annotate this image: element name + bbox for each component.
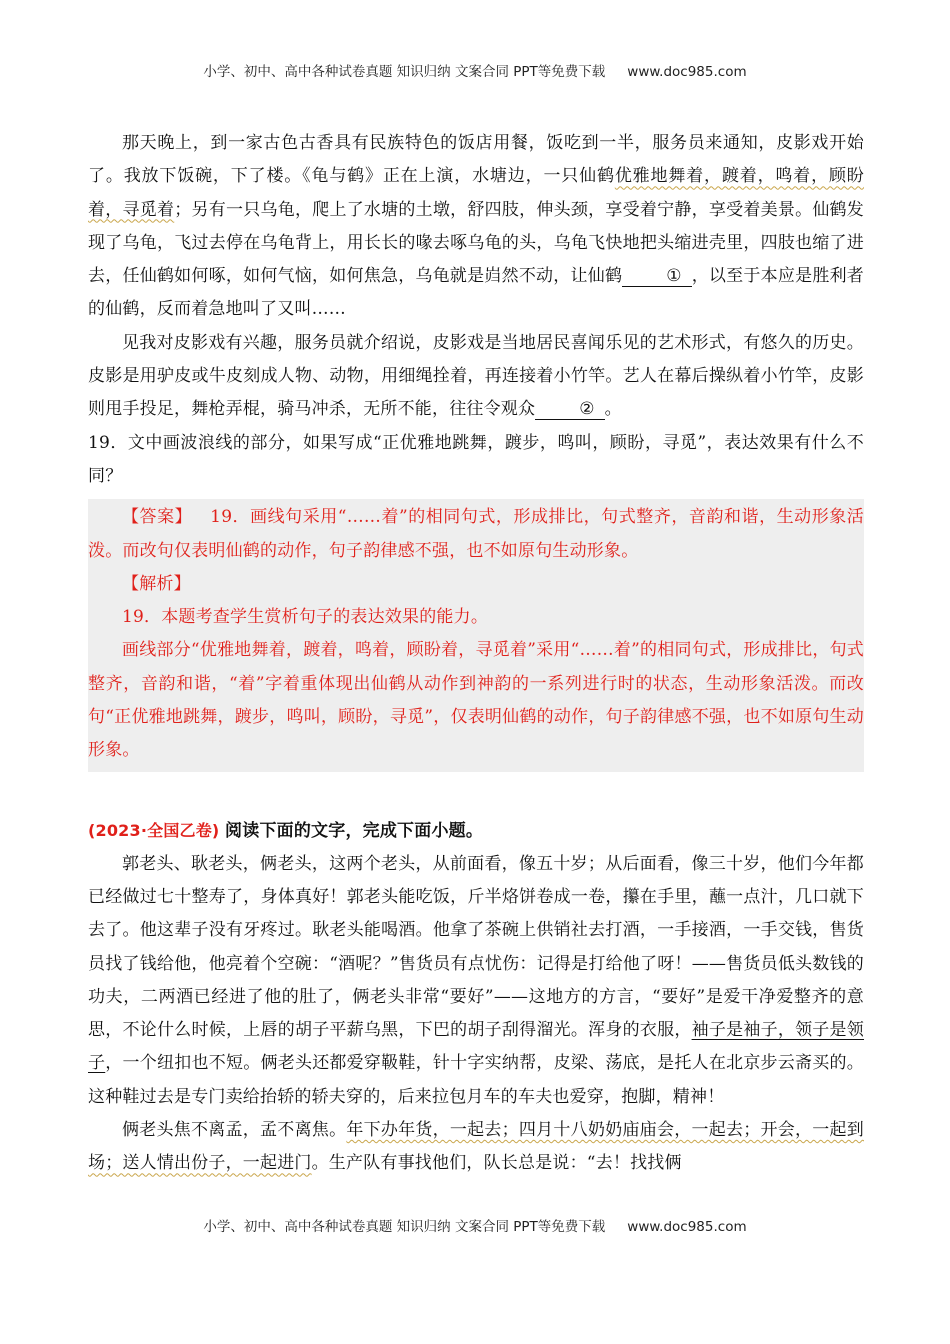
blank-1: ① <box>622 266 691 287</box>
analysis-tag: 【解析】 <box>122 573 191 594</box>
passage2-paragraph2 <box>88 1114 864 1181</box>
header-tagline: 小学、初中、高中各种试卷真题 知识归纳 文案合同 PPT等免费下载 <box>203 64 606 80</box>
passage1-text: 见我对皮影戏有兴趣，服务员就介绍说，皮影戏是当地居民喜闻乐见的艺术形式，有悠久的历史。皮影是用驴皮或牛皮刻成人物、动物，用细绳拴着，再连接着小竹竿。艺人在幕后操纵着小竹竿，皮影则甩手投足，舞枪弄棍，骑马冲杀，无所不能，往往令观众 <box>88 332 864 420</box>
passage1-text: 。 <box>604 399 622 420</box>
passage1-text: 那天晚上，到一家古色古香具有民族特色的饭店用餐，饭吃到一半，服务员来通知，皮影戏开始了。我放下饭碗，下了楼。《龟与鹤》正在上演，水塘边，一只仙鹤 <box>88 133 864 187</box>
passage2-text: 郭老头、耿老头，俩老头，这两个老头，从前面看，像五十岁；从后面看，像三十岁，他们今年都已经做过七十整寿了，身体真好！郭老头能吃饭，斤半烙饼卷成一卷，攥在手里，蘸一点汁，几口就下去了。他这辈子没有牙疼过。耿老头能喝酒。他拿了茶碗上供销社去打酒，一手接酒，一手交钱，售货员找了钱给他，他亮着个空碗：“酒呢？”售货员有点忧伤：记得是打给他了呀！——售货员低头数钱的功夫，二两酒已经进了他的肚了，俩老头非常“要好”——这地方的方言，“要好”是爱干净爱整齐的意思，不论什么时候，上唇的胡子平薪乌黑，下巴的胡子刮得溜光。浑身的衣服， <box>88 853 864 1041</box>
blank-2: ② <box>535 399 604 420</box>
passage2-text: 。生产队有事找他们，队长总是说：“去！找找俩 <box>311 1153 682 1174</box>
passage2-text: ，一个纽扣也不短。俩老头还都爱穿靸鞋，针十字实纳帮，皮梁、荡底，是托人在北京步云斋买的。这种鞋过去是专门卖给抬轿的轿夫穿的，后来拉包月车的车夫也爱穿，抱脚，精神！ <box>88 1053 864 1107</box>
footer-tagline: 小学、初中、高中各种试卷真题 知识归纳 文案合同 PPT等免费下载 <box>203 1219 606 1235</box>
section2-instruction: 阅读下面的文字，完成下面小题。 <box>225 820 484 841</box>
passage1-text: ；另有一只乌龟，爬上了水塘的土墩，舒四肢，伸头颈，享受着宁静，享受着美景。仙鹤发现了乌龟，飞过去停在乌龟背上，用长长的喙去啄乌龟的头，乌龟飞快地把头缩进壳里，四肢也缩了进去，任仙鹤如何啄，如何气恼，如何焦急，乌龟就是岿然不动，让仙鹤 <box>88 199 865 287</box>
wavy-underlined-sentence: 优雅地舞着，踱着，鸣着，顾盼着，寻觅着 <box>88 166 864 220</box>
passage2-text: 俩老头焦不离孟，孟不离焦。 <box>122 1120 347 1141</box>
passage2-paragraph1 <box>88 848 864 1114</box>
header-site-link[interactable]: www.doc985.com <box>627 64 747 80</box>
analysis-line-1: 19．本题考查学生赏析句子的表达效果的能力。 <box>122 607 489 628</box>
document-body <box>88 127 864 1181</box>
answer-box <box>88 499 864 771</box>
footer-site-link[interactable]: www.doc985.com <box>627 1219 747 1235</box>
wavy-underlined-sentence: 年下办年货，一起去；四月十八奶奶庙庙会，一起去；开会，一起到场；送人情出份子，一起进门 <box>88 1120 864 1174</box>
answer-tag: 【答案】 <box>122 507 193 528</box>
section2-title <box>88 814 864 848</box>
answer-text: 19．画线句采用“……着”的相同句式，形成排比，句式整齐，音韵和谐，生动形象活泼。而改句仅表明仙鹤的动作，句子韵律感不强，也不如原句生动形象。 <box>88 507 864 561</box>
page-header <box>0 60 950 80</box>
analysis-line-2: 画线部分“优雅地舞着，踱着，鸣着，顾盼着，寻觅着”采用“……着”的相同句式，形成排比，句式整齐，音韵和谐，“着”字着重体现出仙鹤从动作到神韵的一系列进行时的状态，生动形象活泼。而改句“正优雅地跳舞，踱步，鸣叫，顾盼，寻觅”，仅表明仙鹤的动作，句子韵律感不强，也不如原句生动形象。 <box>88 640 864 761</box>
underlined-phrase: 袖子是袖子，领子是领子 <box>88 1020 865 1074</box>
page-footer <box>0 1215 950 1235</box>
passage1-paragraph2 <box>88 327 864 427</box>
question-19: 19．文中画波浪线的部分，如果写成“正优雅地跳舞，踱步，鸣叫，顾盼，寻觅”，表达效果有什么不同？ <box>88 432 864 486</box>
answer-line <box>88 501 864 568</box>
exam-source: (2023·全国乙卷) <box>88 820 220 840</box>
passage1-text: ，以至于本应是胜利者的仙鹤，反而着急地叫了又叫…… <box>88 266 864 320</box>
passage1-paragraph1 <box>88 127 864 327</box>
